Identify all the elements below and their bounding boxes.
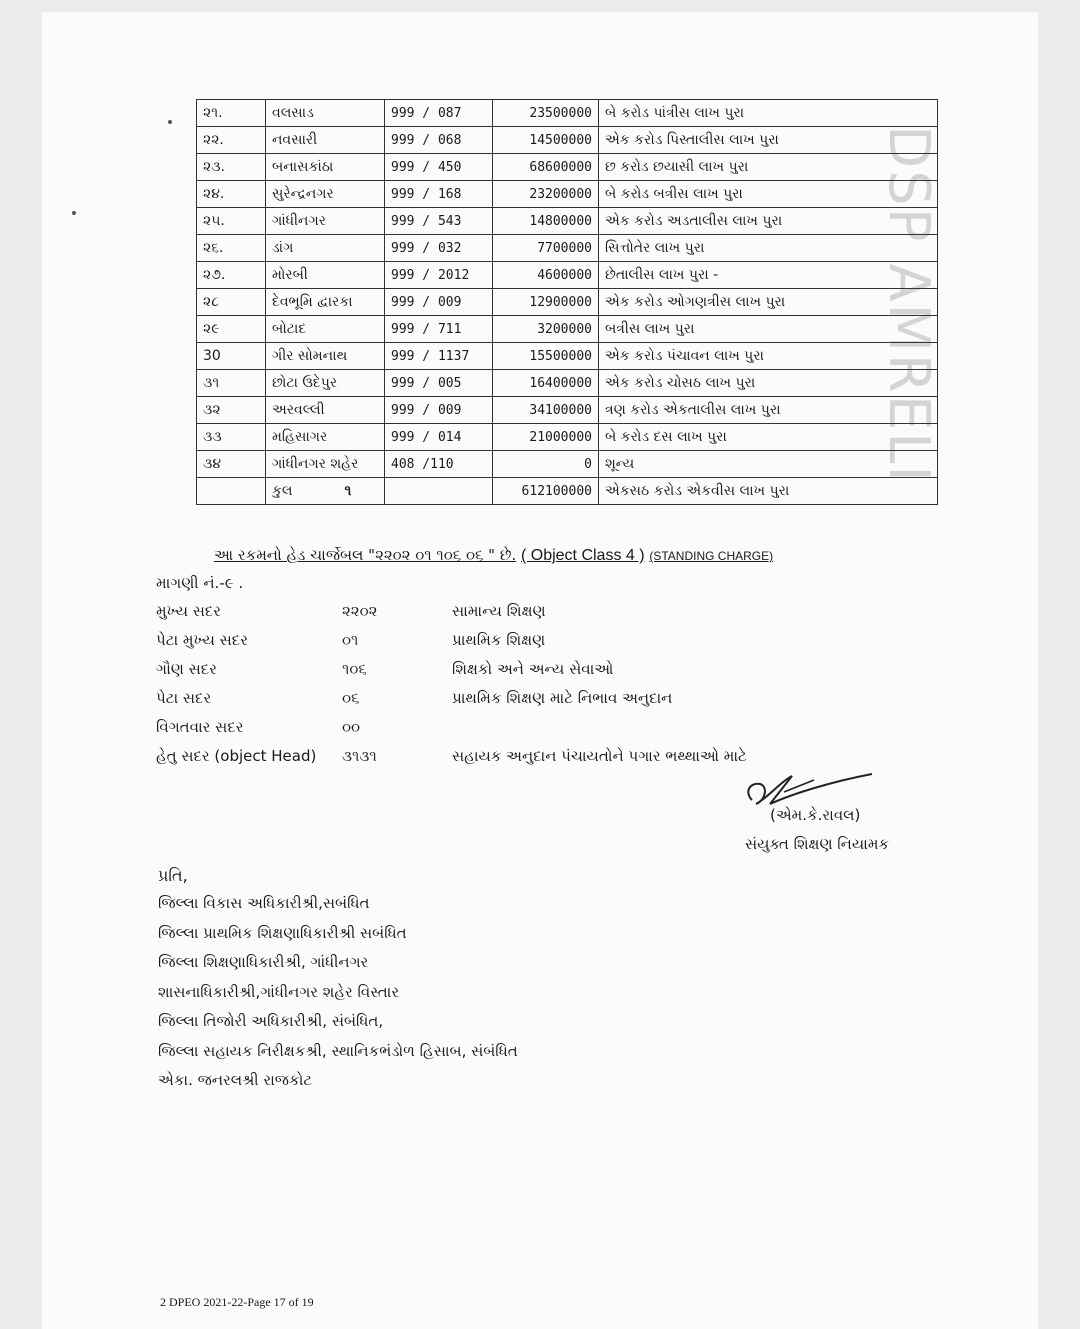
recipient-list <box>158 894 518 1101</box>
district-cell: છોટા ઉદેપુર <box>266 370 385 397</box>
district-cell: દેવભૂમિ દ્વારકા <box>266 289 385 316</box>
district-cell: ગાંધીનગર શહેર <box>266 451 385 478</box>
head-key: ગૌણ સદર <box>156 660 217 678</box>
district-cell: ડાંગ <box>266 235 385 262</box>
total-words-cell: એકસઠ કરોડ એકવીસ લાખ પુરા <box>599 478 938 505</box>
standing-charge-text: (STANDING CHARGE) <box>649 549 774 563</box>
recipient-item: શાસનાધિકારીશ્રી,ગાંધીનગર શહેર વિસ્તાર <box>158 982 400 1001</box>
code-cell: 999 / 450 <box>385 154 493 181</box>
recipient-item: એકા. જનરલશ્રી રાજકોટ <box>158 1071 313 1089</box>
amount-words-cell: એક કરોડ પંચાવન લાખ પુરા <box>599 343 938 370</box>
head-key: હેતુ સદર (object Head) <box>156 747 317 765</box>
code-cell: 999 / 1137 <box>385 343 493 370</box>
serial-cell: ૩૨ <box>197 397 266 424</box>
table-row <box>197 289 938 316</box>
budget-head-line <box>214 546 773 565</box>
total-mark: ૧ <box>344 483 352 499</box>
district-cell: મહિસાગર <box>266 424 385 451</box>
signatory-title: સંયુક્ત શિક્ષણ નિયામક <box>745 835 889 853</box>
margin-dot <box>72 211 76 215</box>
amount-words-cell: બે કરોડ દસ લાખ પુરા <box>599 424 938 451</box>
district-cell: મોરબી <box>266 262 385 289</box>
head-value: ૦૦ <box>342 718 361 736</box>
code-cell: 999 / 087 <box>385 100 493 127</box>
amount-cell: 68600000 <box>493 154 599 181</box>
serial-cell: ૨૩. <box>197 154 266 181</box>
head-key: પેટા સદર <box>156 689 212 707</box>
amount-cell: 15500000 <box>493 343 599 370</box>
amount-cell: 3200000 <box>493 316 599 343</box>
code-cell: 999 / 168 <box>385 181 493 208</box>
table-row <box>197 181 938 208</box>
serial-cell: ૨૭. <box>197 262 266 289</box>
signatory-name: (એમ.કે.રાવલ) <box>770 806 861 824</box>
amount-words-cell: છેતાલીસ લાખ પુરા - <box>599 262 938 289</box>
head-key: મુખ્ય સદર <box>156 602 222 620</box>
amount-words-cell: બે કરોડ પાંત્રીસ લાખ પુરા <box>599 100 938 127</box>
serial-cell: ૨૬. <box>197 235 266 262</box>
district-cell: વલસાડ <box>266 100 385 127</box>
serial-cell: ૩૧ <box>197 370 266 397</box>
district-cell: ગીર સોમનાથ <box>266 343 385 370</box>
table-row <box>197 424 938 451</box>
table-row <box>197 316 938 343</box>
code-cell: 999 / 543 <box>385 208 493 235</box>
serial-cell: ૩૪ <box>197 451 266 478</box>
total-row <box>197 478 938 505</box>
serial-cell: ૨૮ <box>197 289 266 316</box>
table-row <box>197 397 938 424</box>
table-row <box>197 208 938 235</box>
demand-number: માગણી નં.-૯ . <box>156 574 244 592</box>
district-cell: નવસારી <box>266 127 385 154</box>
head-description: પ્રાથમિક શિક્ષણ <box>452 631 546 649</box>
amount-cell: 14500000 <box>493 127 599 154</box>
serial-cell: ૨૪. <box>197 181 266 208</box>
amount-words-cell: સિત્તોતેર લાખ પુરા <box>599 235 938 262</box>
head-description: શિક્ષકો અને અન્ય સેવાઓ <box>452 660 614 678</box>
head-description: સામાન્ય શિક્ષણ <box>452 602 546 620</box>
district-cell: બનાસકાંઠા <box>266 154 385 181</box>
district-cell: અરવલ્લી <box>266 397 385 424</box>
total-label-cell <box>266 478 385 505</box>
serial-cell: ૨૫. <box>197 208 266 235</box>
table-row <box>197 370 938 397</box>
grant-table <box>196 99 938 505</box>
total-label: કુલ <box>272 483 293 499</box>
code-cell: 408 /110 <box>385 451 493 478</box>
district-cell: સુરેન્દ્રનગર <box>266 181 385 208</box>
amount-words-cell: એક કરોડ અડતાલીસ લાખ પુરા <box>599 208 938 235</box>
head-description: પ્રાથમિક શિક્ષણ માટે નિભાવ અનુદાન <box>452 689 673 707</box>
page-footer: 2 DPEO 2021-22-Page 17 of 19 <box>160 1295 314 1309</box>
amount-words-cell: છ કરોડ છયાસી લાખ પુરા <box>599 154 938 181</box>
total-amount-cell: 612100000 <box>493 478 599 505</box>
amount-cell: 14800000 <box>493 208 599 235</box>
total-empty-cell <box>197 478 266 505</box>
recipient-item: જિલ્લા વિકાસ અધિકારીશ્રી,સબંધિત <box>158 894 370 912</box>
code-cell: 999 / 711 <box>385 316 493 343</box>
margin-dot <box>168 120 172 124</box>
amount-words-cell: એક કરોડ ચોસઠ લાખ પુરા <box>599 370 938 397</box>
code-cell: 999 / 032 <box>385 235 493 262</box>
code-cell: 999 / 014 <box>385 424 493 451</box>
serial-cell: ૨૧. <box>197 100 266 127</box>
code-cell: 999 / 009 <box>385 397 493 424</box>
serial-cell: ૨૨. <box>197 127 266 154</box>
recipient-item: જિલ્લા શિક્ષણાધિકારીશ્રી, ગાંધીનગર <box>158 953 369 971</box>
amount-words-cell: એક કરોડ પિસ્તાલીસ લાખ પુરા <box>599 127 938 154</box>
head-value: ૦૬ <box>342 689 360 707</box>
code-cell: 999 / 2012 <box>385 262 493 289</box>
code-cell: 999 / 009 <box>385 289 493 316</box>
amount-cell: 12900000 <box>493 289 599 316</box>
recipient-item: જિલ્લા તિજોરી અધિકારીશ્રી, સંબંધિત, <box>158 1012 384 1030</box>
head-value: ૧૦૬ <box>342 660 367 678</box>
amount-cell: 34100000 <box>493 397 599 424</box>
code-cell: 999 / 068 <box>385 127 493 154</box>
table-row <box>197 235 938 262</box>
table-row <box>197 343 938 370</box>
head-description: સહાયક અનુદાન પંચાયતોને પગાર ભથ્થાઓ માટે <box>452 747 747 765</box>
table-row <box>197 262 938 289</box>
amount-words-cell: ત્રણ કરોડ એકતાલીસ લાખ પુરા <box>599 397 938 424</box>
serial-cell: 30 <box>197 343 266 370</box>
amount-cell: 23200000 <box>493 181 599 208</box>
head-value: ૨૨૦૨ <box>342 602 378 620</box>
district-cell: ગાંધીનગર <box>266 208 385 235</box>
amount-cell: 7700000 <box>493 235 599 262</box>
amount-words-cell: બત્રીસ લાખ પુરા <box>599 316 938 343</box>
amount-words-cell: શૂન્ય <box>599 451 938 478</box>
amount-cell: 16400000 <box>493 370 599 397</box>
total-code-cell <box>385 478 493 505</box>
serial-cell: ૨૯ <box>197 316 266 343</box>
serial-cell: ૩૩ <box>197 424 266 451</box>
amount-cell: 0 <box>493 451 599 478</box>
table-row <box>197 451 938 478</box>
head-chargeable-text: આ રકમનો હેડ ચાર્જેબલ "૨૨૦૨ ૦૧ ૧૦૬ ૦૬ " છે. <box>214 546 517 564</box>
watermark-text: DSP AMRELI <box>875 125 941 484</box>
head-value: ૦૧ <box>342 631 359 649</box>
object-class-text: ( Object Class 4 ) <box>520 547 645 564</box>
head-key: વિગતવાર સદર <box>156 718 244 736</box>
amount-words-cell: બે કરોડ બત્રીસ લાખ પુરા <box>599 181 938 208</box>
recipient-item: જિલ્લા સહાયક નિરીક્ષકશ્રી, સ્થાનિકભંડોળ હિસાબ, સંબંધિત <box>158 1041 518 1060</box>
district-cell: બોટાદ <box>266 316 385 343</box>
to-label: પ્રતિ, <box>158 866 188 885</box>
head-value: ૩૧૩૧ <box>342 747 377 765</box>
amount-words-cell: એક કરોડ ઓગણત્રીસ લાખ પુરા <box>599 289 938 316</box>
table-row <box>197 127 938 154</box>
amount-cell: 4600000 <box>493 262 599 289</box>
table-row <box>197 100 938 127</box>
amount-cell: 23500000 <box>493 100 599 127</box>
code-cell: 999 / 005 <box>385 370 493 397</box>
recipient-item: જિલ્લા પ્રાથમિક શિક્ષણાધિકારીશ્રી સબંધિત <box>158 923 407 942</box>
table-row <box>197 154 938 181</box>
amount-cell: 21000000 <box>493 424 599 451</box>
head-key: પેટા મુખ્ય સદર <box>156 631 248 649</box>
grant-table-body <box>197 100 938 505</box>
